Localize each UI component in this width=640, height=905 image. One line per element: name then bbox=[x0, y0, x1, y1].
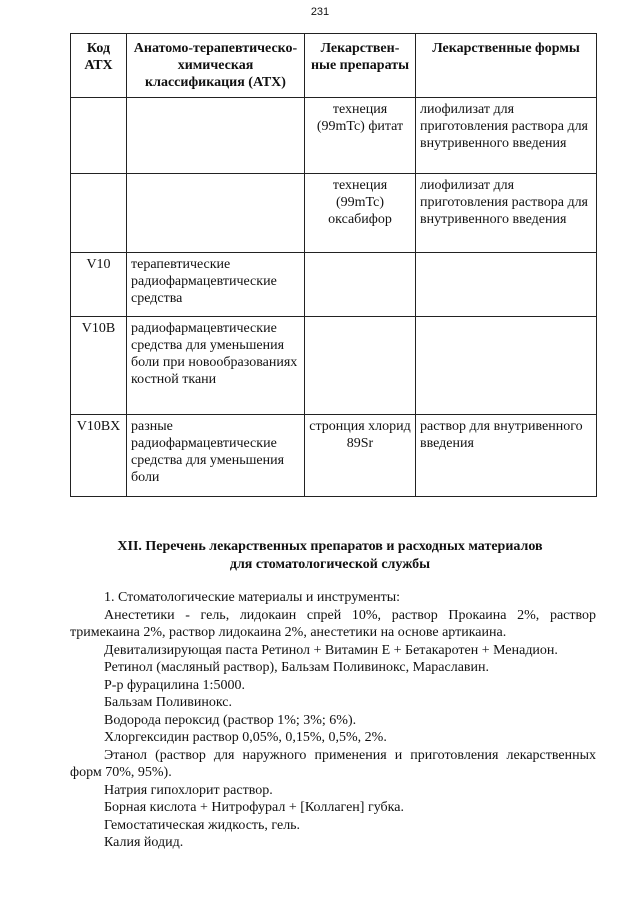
cell-code: V10 bbox=[71, 253, 127, 317]
header-classification: Анатомо-терапевтическо-химическая классификация (АТХ) bbox=[127, 34, 305, 98]
cell-form bbox=[416, 317, 597, 415]
paragraph: Этанол (раствор для наружного применения и приготовления лекарственных форм 70%, 95%). bbox=[70, 747, 596, 780]
paragraph: Бальзам Поливинокс. bbox=[104, 695, 233, 710]
cell-classification: терапевтические радиофармацевтические средства bbox=[127, 253, 305, 317]
header-code: Код АТХ bbox=[71, 34, 127, 98]
table-row bbox=[71, 317, 597, 415]
paragraph: Гемостатическая жидкость, гель. bbox=[104, 817, 301, 833]
cell-drug bbox=[305, 253, 416, 317]
paragraph: Ретинол (масляный раствор), Бальзам Поливинокс, Мараславин. bbox=[104, 660, 490, 675]
cell-code bbox=[71, 174, 127, 253]
table-row bbox=[71, 98, 597, 174]
header-forms: Лекарственные формы bbox=[416, 34, 597, 98]
paragraph: Натрия гипохлорит раствор. bbox=[104, 782, 273, 798]
paragraph: Р-р фурацилина 1:5000. bbox=[104, 677, 245, 693]
cell-form: раствор для внутривенного введения bbox=[416, 415, 597, 497]
cell-classification: радиофармацевтические средства для уменьшения боли при новообразованиях костной ткани bbox=[127, 317, 305, 415]
cell-form: лиофилизат для приготовления раствора для внутривенного введения bbox=[416, 174, 597, 253]
cell-classification bbox=[127, 174, 305, 253]
paragraph: Борная кислота + Нитрофурал + [Коллаген] губка. bbox=[104, 800, 404, 815]
paragraph: Анестетики - гель, лидокаин спрей 10%, раствор Прокаина 2%, раствор тримекаина 2%, раствор лидокаина 2%, анестетики на основе артикаина. bbox=[70, 607, 596, 640]
cell-drug: стронция хлорид 89Sr bbox=[305, 415, 416, 497]
header-drugs: Лекарствен-ные препараты bbox=[305, 34, 416, 98]
paragraph: Хлоргексидин раствор 0,05%, 0,15%, 0,5%, 2%. bbox=[104, 730, 387, 745]
cell-drug bbox=[305, 317, 416, 415]
section-title: XII. Перечень лекарственных препаратов и расходных материалов для стоматологической службы bbox=[117, 539, 543, 572]
paragraph: 1. Стоматологические материалы и инструменты: bbox=[104, 590, 400, 605]
paragraph: Калия йодид. bbox=[104, 835, 184, 850]
cell-form bbox=[416, 253, 597, 317]
cell-code: V10B bbox=[71, 317, 127, 415]
cell-drug: технеция (99mTc) оксабифор bbox=[305, 174, 416, 253]
page-number: 231 bbox=[310, 6, 330, 18]
cell-code bbox=[71, 98, 127, 174]
paragraph: Водорода пероксид (раствор 1%; 3%; 6%). bbox=[104, 712, 357, 728]
cell-drug: технеция (99mTc) фитат bbox=[305, 98, 416, 174]
cell-form: лиофилизат для приготовления раствора для внутривенного введения bbox=[416, 98, 597, 174]
paragraph: Девитализирующая паста Ретинол + Витамин Е + Бетакаротен + Менадион. bbox=[104, 642, 558, 658]
table-row bbox=[71, 174, 597, 253]
table-row bbox=[71, 253, 597, 317]
cell-classification: разные радиофармацевтические средства для уменьшения боли bbox=[127, 415, 305, 497]
table-header-row bbox=[71, 34, 597, 98]
cell-code: V10BX bbox=[71, 415, 127, 497]
atc-table bbox=[70, 33, 597, 497]
section-body bbox=[70, 589, 596, 852]
table-row bbox=[71, 415, 597, 497]
cell-classification bbox=[127, 98, 305, 174]
